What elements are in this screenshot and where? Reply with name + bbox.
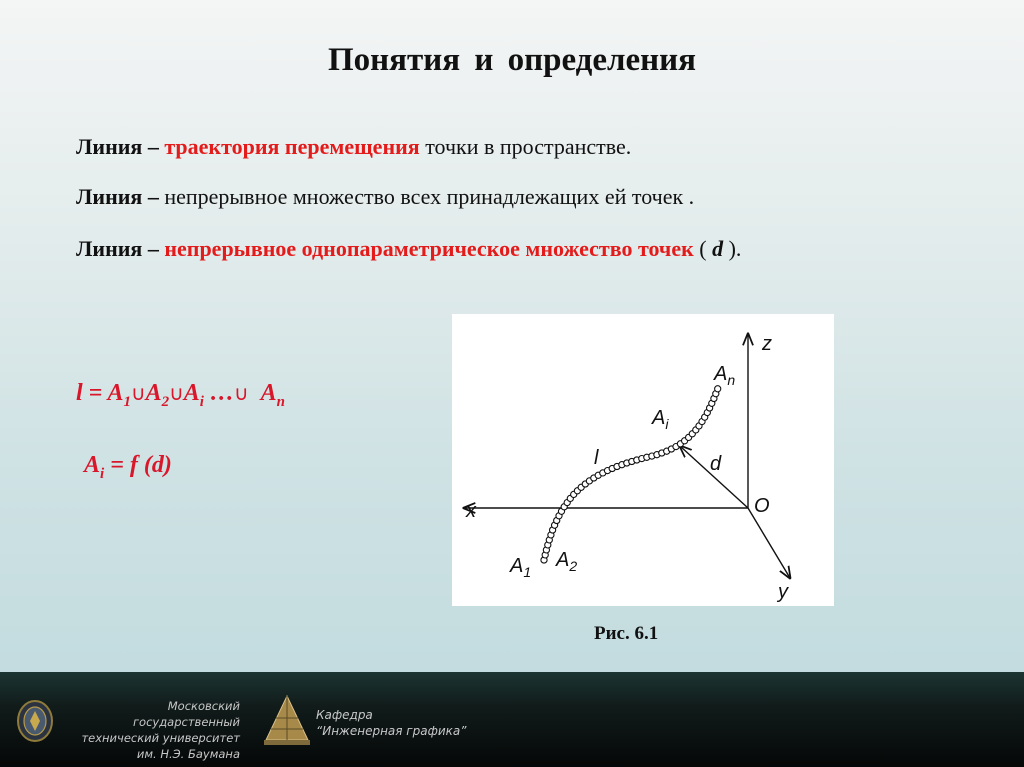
formula-union	[76, 380, 285, 411]
definition-2	[76, 184, 694, 210]
definition-param: d	[712, 236, 724, 261]
definition-3	[76, 236, 741, 262]
page-title: Понятия и определения	[327, 42, 697, 78]
department-logo-icon	[262, 692, 312, 748]
formula-subi: i	[199, 393, 204, 410]
figure-6-1	[452, 314, 834, 606]
department-line: Кафедра	[316, 708, 373, 722]
formula-a2: A	[145, 380, 162, 406]
line-diagram	[452, 314, 834, 606]
formula-a: A	[84, 452, 101, 478]
university-line: Московский государственный	[133, 699, 240, 729]
union-symbol: ∪	[233, 383, 249, 405]
definition-term: Линия –	[76, 184, 165, 209]
formula-sub: i	[100, 465, 105, 482]
label-an: $A_n$	[714, 363, 736, 388]
definition-highlight: траектория перемещения	[164, 134, 420, 159]
formula-sub1: 1	[123, 393, 131, 410]
label-a2: $A_2$	[556, 549, 578, 574]
curve-point	[715, 386, 721, 392]
figure-caption: Рис. 6.1	[594, 623, 659, 644]
formula-rest: = f (d)	[104, 452, 172, 478]
university-line: технический университет	[81, 731, 240, 745]
union-symbol: ∪	[169, 383, 184, 405]
definition-1	[76, 134, 631, 160]
definition-term: Линия –	[76, 236, 159, 261]
formula-subn: n	[276, 393, 285, 410]
formula-l: l	[76, 380, 83, 406]
formula-sub2: 2	[161, 393, 170, 410]
footer	[0, 672, 1024, 767]
department-name	[316, 707, 466, 739]
label-x: x	[466, 500, 476, 522]
department-line: “Инженерная графика”	[316, 724, 467, 738]
label-a1: $A_1$	[510, 555, 532, 580]
definition-rest: точки в пространстве.	[419, 134, 632, 159]
label-z: z	[762, 333, 772, 355]
formula-function	[84, 452, 172, 483]
y-axis	[748, 508, 790, 578]
formula-an: A	[260, 380, 277, 406]
formula-eq: =	[82, 380, 108, 406]
label-ai: $A_i$	[652, 407, 669, 432]
curve-l-points	[541, 386, 721, 563]
university-name	[62, 698, 240, 762]
university-line: им. Н.Э. Баумана	[136, 747, 240, 761]
definition-text: непрерывное множество всех принадлежащих ей точек .	[164, 184, 695, 209]
definition-paren-open: (	[693, 236, 713, 261]
label-y: y	[778, 581, 788, 603]
label-d: d	[710, 453, 722, 475]
formula-ai: A	[183, 380, 200, 406]
definition-highlight: непрерывное однопараметрическое множество точек	[164, 236, 694, 261]
label-l: l	[594, 447, 599, 469]
formula-dots: …	[203, 380, 234, 406]
university-emblem-icon	[16, 699, 54, 743]
definition-term: Линия –	[76, 134, 159, 159]
formula-a1: A	[107, 380, 124, 406]
definition-paren-close: ).	[723, 236, 742, 261]
union-symbol: ∪	[130, 383, 146, 405]
label-origin: O	[754, 495, 770, 517]
